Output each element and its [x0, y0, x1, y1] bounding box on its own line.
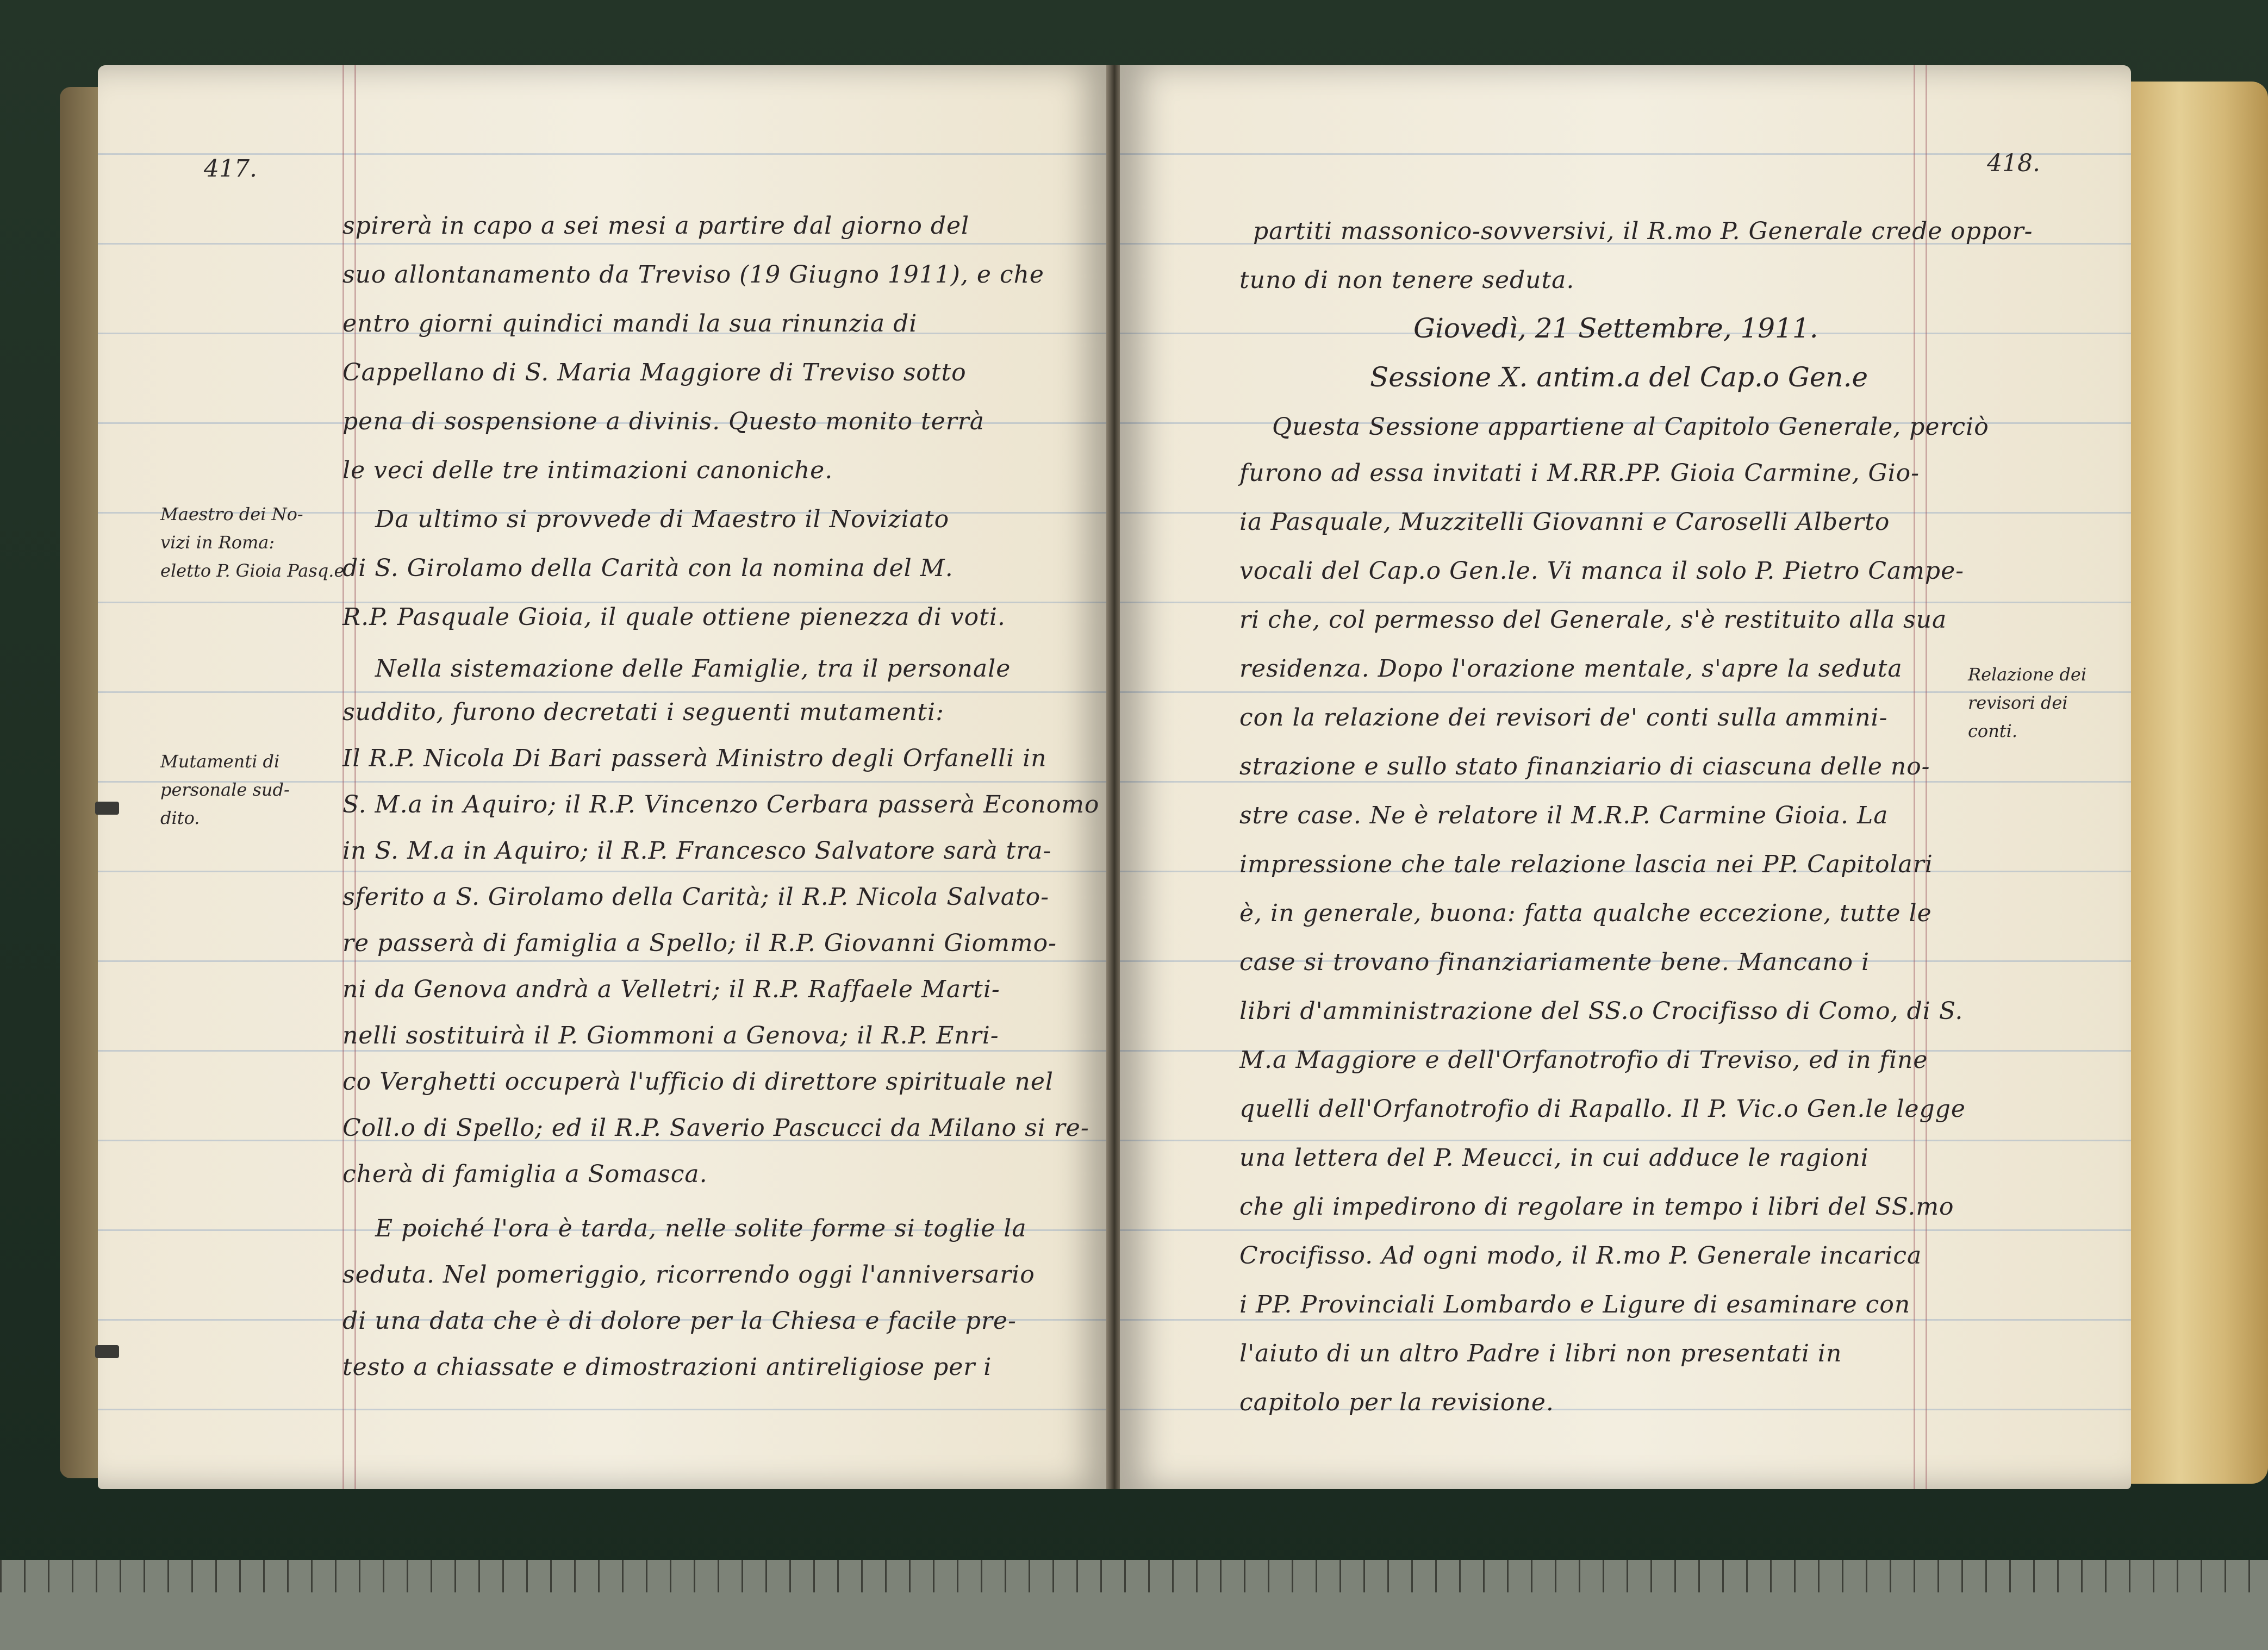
text-line: M.a Maggiore e dell'Orfanotrofio di Treviso, ed in fine [1239, 1046, 1928, 1074]
margin-note-line: personale sud- [160, 779, 290, 800]
margin-note-line: Relazione dei [1968, 664, 2087, 685]
text-line: residenza. Dopo l'orazione mentale, s'apre la seduta [1239, 655, 1903, 683]
margin-note-line: Mutamenti di [160, 751, 280, 772]
text-line: S. M.a in Aquiro; il R.P. Vincenzo Cerbara passerà Economo [342, 791, 1100, 818]
text-line: impressione che tale relazione lascia nei PP. Capitolari [1239, 851, 1933, 878]
text-line: cherà di famiglia a Somasca. [342, 1160, 708, 1188]
text-line: ri che, col permesso del Generale, s'è restituito alla sua [1239, 606, 1947, 634]
text-line: con la relazione dei revisori de' conti sulla ammini- [1239, 704, 1888, 732]
text-line: che gli impedirono di regolare in tempo i libri del SS.mo [1239, 1193, 1954, 1221]
text-line: case si trovano finanziariamente bene. Mancano i [1239, 948, 1870, 976]
text-line: l'aiuto di un altro Padre i libri non presentati in [1239, 1340, 1842, 1367]
text-line: i PP. Provinciali Lombardo e Ligure di esaminare con [1239, 1291, 1911, 1318]
binding-clip [95, 802, 119, 815]
text-line: E poiché l'ora è tarda, nelle solite forme si toglie la [375, 1215, 1027, 1242]
right-page [1120, 65, 2131, 1489]
page-number: 418. [1987, 149, 2040, 177]
text-line: in S. M.a in Aquiro; il R.P. Francesco Salvatore sarà tra- [342, 837, 1052, 865]
text-line: partiti massonico-sovversivi, il R.mo P. Generale crede oppor- [1253, 217, 2033, 245]
margin-note-line: revisori dei [1968, 692, 2068, 713]
margin-note-mutamenti [160, 747, 290, 832]
text-line: Il R.P. Nicola Di Bari passerà Ministro degli Orfanelli in [342, 745, 1047, 772]
text-line: seduta. Nel pomeriggio, ricorrendo oggi l'anniversario [342, 1261, 1035, 1289]
date-heading: Giovedì, 21 Settembre, 1911. [1413, 312, 1818, 344]
margin-note-line: eletto P. Gioia Pasq.e [160, 560, 345, 581]
measurement-ruler [0, 1560, 2268, 1650]
text-line: strazione e sullo stato finanziario di ciascuna delle no- [1239, 753, 1930, 780]
text-line: Nella sistemazione delle Famiglie, tra il personale [375, 655, 1011, 683]
text-line: vocali del Cap.o Gen.le. Vi manca il solo P. Pietro Campe- [1239, 557, 1964, 585]
text-line: capitolo per la revisione. [1239, 1389, 1554, 1416]
text-line: suddito, furono decretati i seguenti mutamenti: [342, 698, 944, 726]
text-line: co Verghetti occuperà l'ufficio di direttore spirituale nel [342, 1068, 1054, 1096]
text-line: di una data che è di dolore per la Chiesa e facile pre- [342, 1307, 1017, 1335]
margin-note-maestro [160, 500, 344, 585]
text-line: quelli dell'Orfanotrofio di Rapallo. Il P. Vic.o Gen.le legge [1239, 1095, 1966, 1123]
text-line: Cappellano di S. Maria Maggiore di Treviso sotto [342, 359, 967, 386]
margin-note-line: Maestro dei No- [160, 504, 303, 524]
text-line: ia Pasquale, Muzzitelli Giovanni e Caroselli Alberto [1239, 508, 1890, 536]
text-line: le veci delle tre intimazioni canoniche. [342, 457, 833, 484]
text-line: nelli sostituirà il P. Giommoni a Genova; il R.P. Enri- [342, 1022, 999, 1049]
margin-note-line: conti. [1968, 721, 2018, 741]
book-cover-right-vellum [2120, 82, 2268, 1484]
margin-note-line: vizi in Roma: [160, 532, 275, 553]
text-line: di S. Girolamo della Carità con la nomina del M. [342, 554, 954, 582]
page-number: 417. [204, 155, 257, 183]
text-line: Questa Sessione appartiene al Capitolo Generale, perciò [1272, 413, 1989, 441]
text-line: suo allontanamento da Treviso (19 Giugno 1911), e che [342, 261, 1044, 289]
text-line: Da ultimo si provvede di Maestro il Noviziato [375, 505, 950, 533]
text-line: libri d'amministrazione del SS.o Crocifisso di Como, di S. [1239, 997, 1964, 1025]
text-line: tuno di non tenere seduta. [1239, 266, 1575, 294]
binding-clip [95, 1345, 119, 1358]
text-line: R.P. Pasquale Gioia, il quale ottiene pienezza di voti. [342, 603, 1006, 631]
text-line: re passerà di famiglia a Spello; il R.P. Giovanni Giommo- [342, 929, 1057, 957]
text-line: testo a chiassate e dimostrazioni antireligiose per i [342, 1353, 992, 1381]
text-line: pena di sospensione a divinis. Questo monito terrà [342, 408, 985, 435]
text-line: entro giorni quindici mandi la sua rinunzia di [342, 310, 918, 338]
text-line: Coll.o di Spello; ed il R.P. Saverio Pascucci da Milano si re- [342, 1114, 1089, 1142]
text-line: sferito a S. Girolamo della Carità; il R.P. Nicola Salvato- [342, 883, 1049, 911]
text-line: ni da Genova andrà a Velletri; il R.P. Raffaele Marti- [342, 976, 1000, 1003]
text-line: furono ad essa invitati i M.RR.PP. Gioia Carmine, Gio- [1239, 459, 1920, 487]
text-line: una lettera del P. Meucci, in cui adduce le ragioni [1239, 1144, 1869, 1172]
session-heading: Sessione X. antim.a del Cap.o Gen.e [1370, 361, 1868, 393]
margin-note-relazione [1968, 660, 2086, 745]
margin-note-line: dito. [160, 808, 200, 828]
text-line: spirerà in capo a sei mesi a partire dal giorno del [342, 212, 970, 240]
left-page [98, 65, 1109, 1489]
text-line: Crocifisso. Ad ogni modo, il R.mo P. Generale incarica [1239, 1242, 1922, 1270]
text-line: è, in generale, buona: fatta qualche eccezione, tutte le [1239, 899, 1932, 927]
text-line: stre case. Ne è relatore il M.R.P. Carmine Gioia. La [1239, 802, 1889, 829]
